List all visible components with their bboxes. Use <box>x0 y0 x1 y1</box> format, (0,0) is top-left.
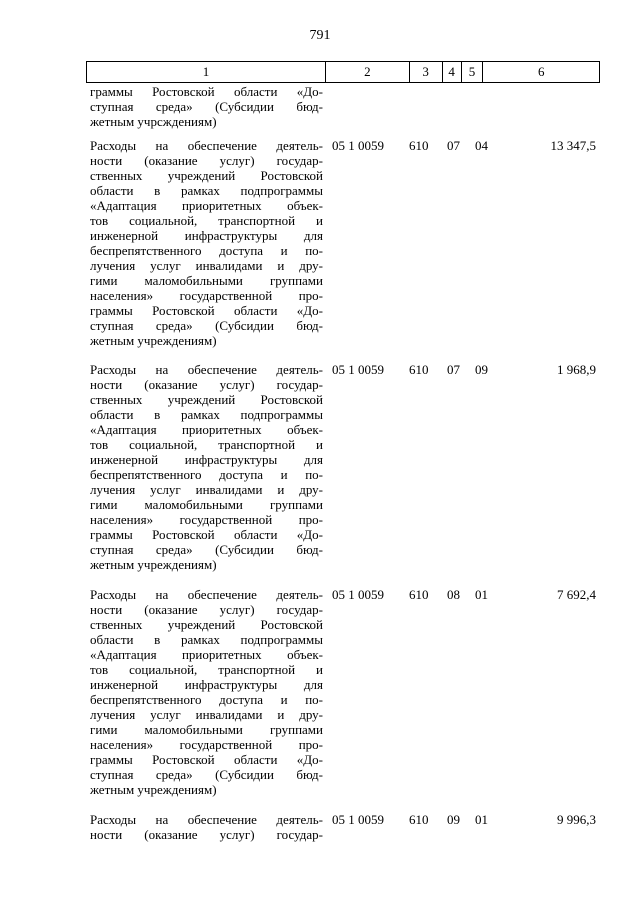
row-amount: 13 347,5 <box>550 138 596 153</box>
row-section: 08 <box>447 587 460 602</box>
row-subsection: 01 <box>475 587 488 602</box>
row-description: Расходы на обеспечение деятель- ности (оказание услуг) государ- ственных учреждений Ростовской области в рамках подпрограммы «Адаптация приоритетных объек- тов социальной, транспортной и инженерной инфраструктуры для беспрепятственного доступа и по- лучения услуг инвалидами и дру- гими маломобильными группами населения» государственной про- граммы Ростовской области «До- ступная среда» (Субсидии бюд- жетным учреждениям) <box>90 138 323 348</box>
row-subsection: 09 <box>475 362 488 377</box>
row-description: Расходы на обеспечение деятель- ности (оказание услуг) государ- ственных учреждений Ростовской области в рамках подпрограммы «Адаптация приоритетных объек- тов социальной, транспортной и инженерной инфраструктуры для беспрепятственного доступа и по- лучения услуг инвалидами и дру- гими маломобильными группами населения» государственной про- граммы Ростовской области «До- ступная среда» (Субсидии бюд- жетным учреждениям) <box>90 362 323 572</box>
row-subsection: 01 <box>475 812 488 827</box>
page-number: 791 <box>309 28 331 43</box>
header-col-5: 5 <box>462 62 484 82</box>
header-col-6: 6 <box>537 64 545 79</box>
table-header <box>86 61 600 83</box>
row-section: 07 <box>447 138 460 153</box>
row-target-code: 05 1 0059 <box>332 587 384 602</box>
row-target-code: 05 1 0059 <box>332 812 384 827</box>
row-description: Расходы на обеспечение деятель- ности (оказание услуг) государ- ственных учреждений Ростовской области в рамках подпрограммы «Адаптация приоритетных объек- тов социальной, транспортной и инженерной инфраструктуры для беспрепятственного доступа и по- лучения услуг инвалидами и дру- гими маломобильными группами населения» государственной про- граммы Ростовской области «До- ступная среда» (Субсидии бюд- жетным учреждениям) <box>90 587 323 797</box>
row-expense-type: 610 <box>409 362 429 377</box>
header-col-2: 2 <box>326 62 410 82</box>
row-amount: 9 996,3 <box>557 812 596 827</box>
row-expense-type: 610 <box>409 812 429 827</box>
row-description: Расходы на обеспечение деятель- ности (оказание услуг) государ- <box>90 812 323 842</box>
header-col-3: 3 <box>410 62 443 82</box>
row-expense-type: 610 <box>409 138 429 153</box>
row-section: 09 <box>447 812 460 827</box>
header-col-1: 1 <box>87 62 326 82</box>
row-subsection: 04 <box>475 138 488 153</box>
row-amount: 1 968,9 <box>557 362 596 377</box>
row-amount: 7 692,4 <box>557 587 596 602</box>
row-expense-type: 610 <box>409 587 429 602</box>
header-col-4: 4 <box>443 62 462 82</box>
row-target-code: 05 1 0059 <box>332 138 384 153</box>
row-target-code: 05 1 0059 <box>332 362 384 377</box>
continuation-text: граммы Ростовской области «До- ступная среда» (Субсидии бюд- жетным учрсждениям) <box>90 84 323 129</box>
row-section: 07 <box>447 362 460 377</box>
